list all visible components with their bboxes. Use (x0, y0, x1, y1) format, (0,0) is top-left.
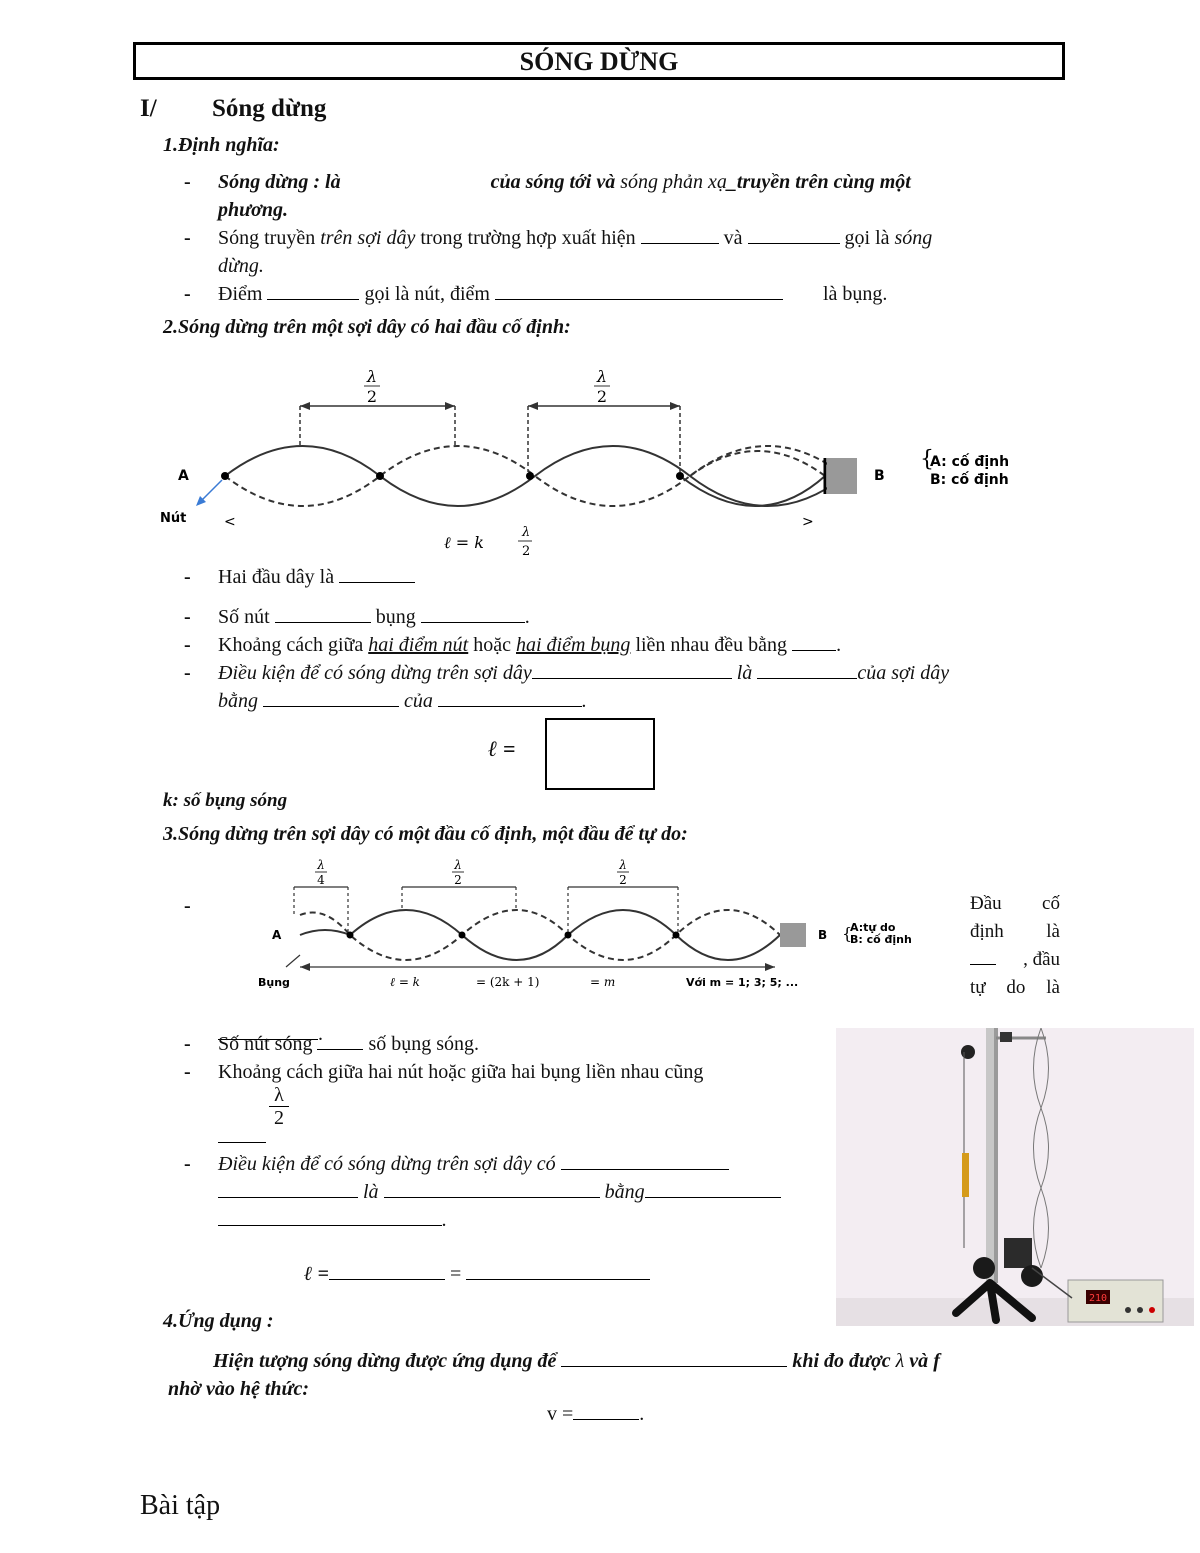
def-bullet-2: - Sóng truyền trên sợi dây trong trường hợp xuất hiện và gọi là sóng dừng. (184, 227, 933, 277)
two-label: 2 (366, 387, 378, 406)
bracket-a: A:tự do (850, 921, 896, 934)
lambda-label: λ (454, 858, 462, 872)
fixed-bullet-4: - Điều kiện để có sóng dừng trên sợi dây là của sợi dây bằng của . (184, 662, 950, 712)
page-title: SÓNG DỪNG (133, 42, 1065, 80)
text: trên sợi dây (320, 227, 416, 249)
two-label: 2 (269, 1106, 289, 1129)
side-note (970, 890, 1060, 1002)
blank-line[interactable]: . (218, 1020, 323, 1048)
text: Số nút (218, 606, 270, 628)
node-label: Nút (160, 511, 187, 526)
point-a-label: A (178, 468, 189, 484)
formula-m: = m (590, 975, 616, 989)
text: sóng (894, 227, 933, 249)
text: bụng (375, 606, 416, 628)
formula-tail: = (2k + 1) (476, 975, 540, 989)
def-text: truyền trên cùng một (736, 171, 911, 193)
text: và (909, 1350, 929, 1372)
blank-field[interactable] (267, 281, 359, 300)
text: Khoảng cách giữa (218, 634, 364, 656)
bracket-a: A: cố định (930, 454, 1010, 470)
blank-field[interactable] (384, 1179, 600, 1198)
text: ℓ = (304, 1263, 329, 1285)
bracket-b: B: cố định (930, 472, 1009, 488)
blank-field[interactable] (218, 1207, 442, 1226)
text: Điểm (218, 283, 263, 305)
free-bullet-3: - Điều kiện để có sóng dừng trên sợi dây có là bằng . (218, 1150, 818, 1234)
standing-wave-diagram-fixed (150, 360, 1060, 560)
experiment-photo (836, 1028, 1194, 1326)
blank-field[interactable] (495, 281, 783, 300)
text: hai điểm nút (368, 634, 469, 656)
text: bằng (604, 1181, 645, 1203)
answer-box[interactable] (545, 718, 655, 790)
text: bằng (218, 690, 258, 712)
def-text: Sóng dừng : là (218, 171, 341, 193)
fixed-bullet-3: - Khoảng cách giữa hai điểm nút hoặc hai điểm bụng liền nhau đều bằng . (184, 634, 842, 656)
text: gọi là (844, 227, 890, 249)
text: khi đo được (792, 1350, 891, 1372)
heading-application: 4.Ứng dụng : (163, 1310, 274, 1332)
text: Hiện tượng sóng dừng được ứng dụng để (213, 1350, 557, 1372)
text: trong trường hợp xuất hiện (420, 227, 636, 249)
text: Hai đầu dây là (218, 566, 335, 588)
blank-field[interactable] (275, 604, 371, 623)
blank-field[interactable] (561, 1348, 787, 1367)
def-text: sóng phản xạ (620, 171, 727, 193)
lambda-label: λ (619, 858, 627, 872)
blank-field[interactable] (218, 1179, 358, 1198)
text: là (363, 1181, 379, 1203)
blank-field[interactable] (748, 225, 840, 244)
standing-wave-diagram-free (250, 855, 950, 1000)
lambda-label: λ (317, 858, 325, 872)
blank-field[interactable] (421, 604, 525, 623)
arrow-right: > (802, 514, 814, 530)
two-label: 2 (522, 544, 531, 559)
blank-line[interactable] (218, 1124, 266, 1148)
free-bullet-2: - Khoảng cách giữa hai nút hoặc giữa hai bụng liền nhau cũng (184, 1061, 704, 1083)
application-paragraph (168, 1347, 1063, 1403)
velocity-equation: v = . (547, 1403, 645, 1425)
four-label: 4 (317, 873, 325, 887)
with-m-label: Với m = 1; 3; 5; ... (686, 976, 799, 989)
def-text: của sóng tới và (490, 171, 616, 193)
def-text: phương. (218, 199, 288, 221)
text: f (933, 1350, 940, 1372)
svg-text:{: { (920, 447, 934, 472)
text: Điều kiện để có sóng dừng trên sợi dây có (218, 1153, 556, 1175)
point-b-label: B (818, 928, 828, 942)
lambda-fraction (269, 1084, 289, 1129)
text: số bụng sóng. (368, 1033, 480, 1055)
text: , đầu (1023, 949, 1060, 970)
text: dừng. (218, 255, 264, 277)
two-label: 2 (596, 387, 608, 406)
def-bullet-3: - Điểm gọi là nút, điểm là bụng. (184, 283, 888, 305)
blank-field[interactable] (466, 1261, 650, 1280)
lambda-label: λ (895, 1350, 905, 1372)
formula-l: ℓ = k (390, 975, 420, 989)
text: Khoảng cách giữa hai nút hoặc giữa hai bụng liền nhau cũng (218, 1061, 704, 1083)
heading-two-fixed-ends: 2.Sóng dừng trên một sợi dây có hai đầu cố định: (163, 316, 571, 338)
point-a-label: A (272, 928, 282, 942)
blank-field[interactable] (573, 1401, 639, 1420)
antinode-label: Bụng (258, 976, 290, 989)
lambda-label: λ (522, 525, 531, 540)
blank-field[interactable] (641, 225, 719, 244)
text: hoặc (473, 634, 511, 656)
blank-field[interactable] (561, 1151, 729, 1170)
text: v = (547, 1403, 574, 1425)
text: là (736, 662, 753, 684)
text: gọi là nút, điểm (364, 283, 490, 305)
blank-field[interactable] (438, 688, 582, 707)
text: Đầu cố (970, 893, 1060, 914)
text: tự do là (970, 977, 1060, 998)
lambda-label: λ (274, 1084, 284, 1106)
two-label: 2 (619, 873, 627, 887)
lambda-label: λ (596, 367, 608, 386)
blank-field[interactable] (263, 688, 399, 707)
text: Điều kiện để có sóng dừng trên sợi dây (218, 662, 532, 684)
dash: - (184, 895, 191, 917)
blank-field[interactable] (645, 1179, 781, 1198)
formula-l: ℓ = k (444, 533, 484, 552)
arrow-left: < (224, 514, 236, 530)
text: hai điểm bụng (516, 634, 631, 656)
text: và (723, 227, 743, 249)
two-label: 2 (454, 873, 462, 887)
section-number: I/ (140, 95, 157, 122)
text: là bụng. (822, 283, 888, 305)
bracket-b: B: cố định (850, 933, 912, 946)
blank-field[interactable] (532, 660, 732, 679)
blank-field[interactable] (970, 946, 996, 965)
k-note: k: số bụng sóng (163, 790, 288, 811)
text: liền nhau đều bằng (635, 634, 788, 656)
heading-definition: 1.Định nghĩa: (163, 134, 280, 156)
free-length-equation (304, 1260, 650, 1288)
def-bullet-1: - Sóng dừng : là của sóng tới và sóng phản xạ_truyền trên cùng một phương. (184, 171, 911, 221)
blank-field[interactable] (757, 660, 857, 679)
point-b-label: B (874, 468, 885, 484)
text: của (404, 690, 433, 712)
lambda-label: λ (366, 367, 378, 386)
blank-field[interactable] (329, 1261, 445, 1280)
text: nhờ vào hệ thức: (168, 1378, 310, 1400)
text: Sóng truyền (218, 227, 316, 249)
text: của sợi dây (857, 662, 950, 684)
free-bullet-1: - Số nút sóng số bụng sóng. (184, 1033, 480, 1055)
text: định là (970, 921, 1060, 942)
blank-field[interactable] (792, 632, 836, 651)
text: = (449, 1263, 462, 1285)
svg-text:{: { (842, 924, 853, 943)
blank-field[interactable] (339, 564, 415, 583)
blank-field[interactable] (317, 1031, 363, 1050)
generator-display: 210 (1088, 1293, 1108, 1304)
length-equation-label: ℓ = (488, 736, 516, 761)
heading-one-free-end: 3.Sóng dừng trên sợi dây có một đầu cố định, một đầu để tự do: (163, 823, 688, 845)
text: Số nút sóng (218, 1033, 313, 1055)
exercise-heading: Bài tập (140, 1490, 221, 1521)
fixed-bullet-1: - Hai đầu dây là (218, 563, 1058, 591)
section-title: Sóng dừng (212, 95, 327, 122)
fixed-bullet-2: - Số nút bụng . (184, 606, 530, 628)
blank-field[interactable] (218, 1124, 266, 1143)
